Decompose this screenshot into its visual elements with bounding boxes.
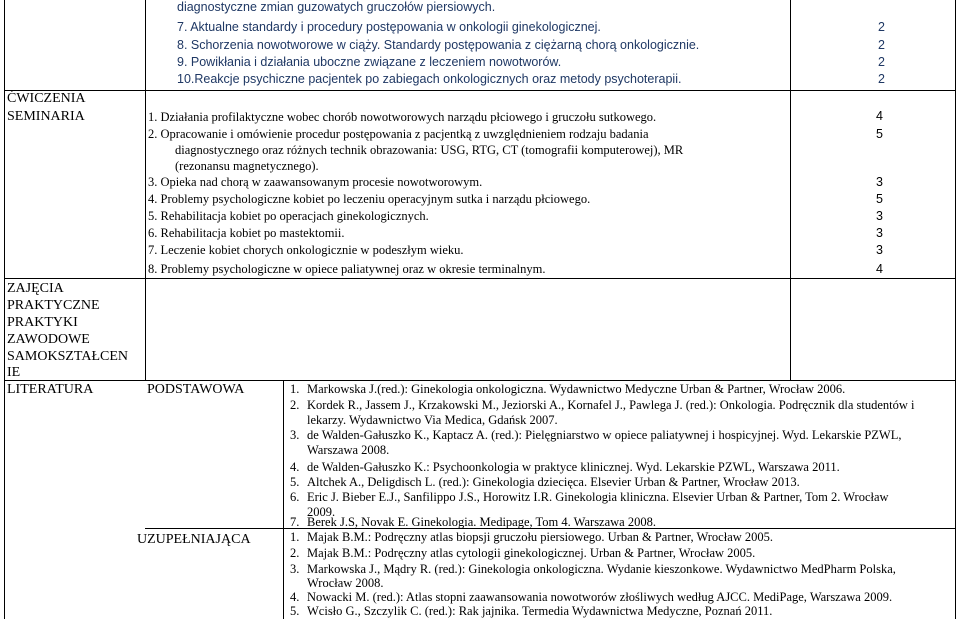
ref-number: 7. — [290, 515, 300, 529]
lecture-hours: 2 — [878, 72, 885, 86]
practical-label-line: PRAKTYKI — [7, 315, 78, 330]
seminar-hours: 4 — [876, 109, 883, 123]
ref-text: de Walden-Gałuszko K.: Psychoonkologia w praktyce klinicznej. Wyd. Lekarskie PZWL, Warszawa 2011. — [307, 460, 840, 474]
seminar-item: 1. Działania profilaktyczne wobec chorób nowotworowych narządu płciowego i gruczołu sutkowego. — [148, 110, 657, 124]
seminar-item: 5. Rehabilitacja kobiet po operacjach ginekologicznych. — [148, 209, 429, 223]
lecture-item: 10.Reakcje psychiczne pacjentek po zabiegach onkologicznych oraz metody psychoterapii. — [177, 72, 682, 86]
literature-basic-label: PODSTAWOWA — [147, 382, 245, 397]
seminars-label-1: ĆWICZENIA — [7, 91, 86, 106]
column-divider-hours — [790, 0, 791, 380]
lecture-item: 7. Aktualne standardy i procedury postępowania w onkologii ginekologicznej. — [177, 20, 601, 34]
ref-number: 3. — [290, 428, 300, 442]
lecture-hours: 2 — [878, 38, 885, 52]
seminar-hours: 3 — [876, 175, 883, 189]
ref-text: Markowska J.(red.): Ginekologia onkologiczna. Wydawnictwo Medyczne Urban & Partner, Wrocław 2006. — [307, 382, 846, 396]
ref-text: Kordek R., Jassem J., Krzakowski M., Jeziorski A., Kornafel J., Pawlega J. (red.): Onkologia. Podręcznik dla studentów i — [307, 398, 915, 412]
lecture-item: diagnostyczne zmian guzowatych gruczołów piersiowych. — [177, 0, 496, 14]
ref-text: Eric J. Bieber E.J., Sanfilippo J.S., Horowitz I.R. Ginekologia kliniczna. Elsevier Urban & Partner, Tom 2. Wrocław — [307, 490, 889, 504]
ref-text: Altchek A., Deligdisch L. (red.): Ginekologia dziecięca. Elsevier Urban & Partner, Wrocław 2013. — [307, 475, 800, 489]
practical-label-line: IE — [7, 365, 21, 380]
seminar-hours: 4 — [876, 262, 883, 276]
lecture-item: 9. Powikłania i działania uboczne związane z leczeniem nowotworów. — [177, 55, 562, 69]
ref-number: 2. — [290, 398, 300, 412]
seminar-item-continuation: diagnostycznego oraz różnych technik obrazowania: USG, RTG, CT (tomografii komputerowej), MR — [175, 143, 684, 157]
ref-number: 4. — [290, 590, 300, 604]
seminar-item: 7. Leczenie kobiet chorych onkologicznie w podeszłym wieku. — [148, 243, 464, 257]
ref-number: 4. — [290, 460, 300, 474]
literature-label: LITERATURA — [7, 382, 94, 397]
row-divider-seminars — [4, 90, 956, 91]
ref-text: 2009. — [307, 505, 336, 519]
seminar-item-continuation: (rezonansu magnetycznego). — [175, 159, 319, 173]
ref-text: Berek J.S, Novak E. Ginekologia. Medipage, Tom 4. Warszawa 2008. — [307, 515, 656, 529]
seminar-item: 8. Problemy psychologiczne w opiece paliatywnej oraz w okresie terminalnym. — [148, 262, 546, 276]
seminar-hours: 5 — [876, 192, 883, 206]
ref-number: 5. — [290, 604, 300, 618]
lecture-item: 8. Schorzenia nowotworowe w ciąży. Standardy postępowania z ciężarną chorą onkologicznie. — [177, 38, 700, 52]
ref-number: 6. — [290, 490, 300, 504]
seminar-item: 2. Opracowanie i omówienie procedur postępowania z pacjentką z uwzględnieniem rodzaju badania — [148, 127, 649, 141]
practical-label-line: SAMOKSZTAŁCEN — [7, 349, 128, 364]
column-divider-content — [145, 0, 146, 380]
ref-text: Wcisło G., Szczylik C. (red.): Rak jajnika. Termedia Wydawnictwa Medyczne, Poznań 2011. — [307, 604, 773, 618]
seminar-hours: 5 — [876, 127, 883, 141]
row-divider-practical — [4, 278, 956, 279]
ref-text: Wrocław 2008. — [307, 576, 384, 590]
seminar-item: 4. Problemy psychologiczne kobiet po leczeniu operacyjnym sutka i narządu płciowego. — [148, 192, 591, 206]
lecture-hours: 2 — [878, 55, 885, 69]
practical-label-line: PRAKTYCZNE — [7, 298, 100, 313]
literature-supplementary-label: UZUPEŁNIAJĄCA — [137, 532, 251, 547]
ref-number: 2. — [290, 546, 300, 560]
column-divider-literature — [283, 380, 284, 619]
practical-label-line: ZAJĘCIA — [7, 281, 64, 296]
ref-number: 5. — [290, 475, 300, 489]
ref-text: Markowska J., Mądry R. (red.): Ginekologia onkologiczna. Wydanie kieszonkowe. Wydawnictwo MedPharm Polska, — [307, 562, 896, 576]
seminars-label-2: SEMINARIA — [7, 109, 85, 124]
ref-text: de Walden-Gałuszko K., Kaptacz A. (red.): Pielęgniarstwo w opiece paliatywnej i hospicyjnej. Wyd. Lekarskie PZWL, — [307, 428, 902, 442]
seminar-hours: 3 — [876, 243, 883, 257]
ref-text: Majak B.M.: Podręczny atlas biopsji gruczołu piersiowego. Urban & Partner, Wrocław 2005. — [307, 530, 774, 544]
lecture-hours: 2 — [878, 20, 885, 34]
seminar-hours: 3 — [876, 226, 883, 240]
ref-text: lekarzy. Wydawnictwo Via Medica, Gdańsk 2007. — [307, 413, 558, 427]
seminar-hours: 3 — [876, 209, 883, 223]
practical-label-line: ZAWODOWE — [7, 332, 90, 347]
ref-text: Majak B.M.: Podręczny atlas cytologii ginekologicznej. Urban & Partner, Wrocław 2005. — [307, 546, 756, 560]
ref-text: Warszawa 2008. — [307, 443, 390, 457]
seminar-item: 3. Opieka nad chorą w zaawansowanym procesie nowotworowym. — [148, 175, 483, 189]
seminar-item: 6. Rehabilitacja kobiet po mastektomii. — [148, 226, 345, 240]
table-border-right — [955, 0, 956, 619]
ref-number: 1. — [290, 382, 300, 396]
ref-number: 3. — [290, 562, 300, 576]
ref-text: Nowacki M. (red.): Atlas stopni zaawansowania nowotworów złośliwych według AJCC. MediPage, Warszawa 2009. — [307, 590, 893, 604]
ref-number: 1. — [290, 530, 300, 544]
table-border-left — [4, 0, 5, 619]
